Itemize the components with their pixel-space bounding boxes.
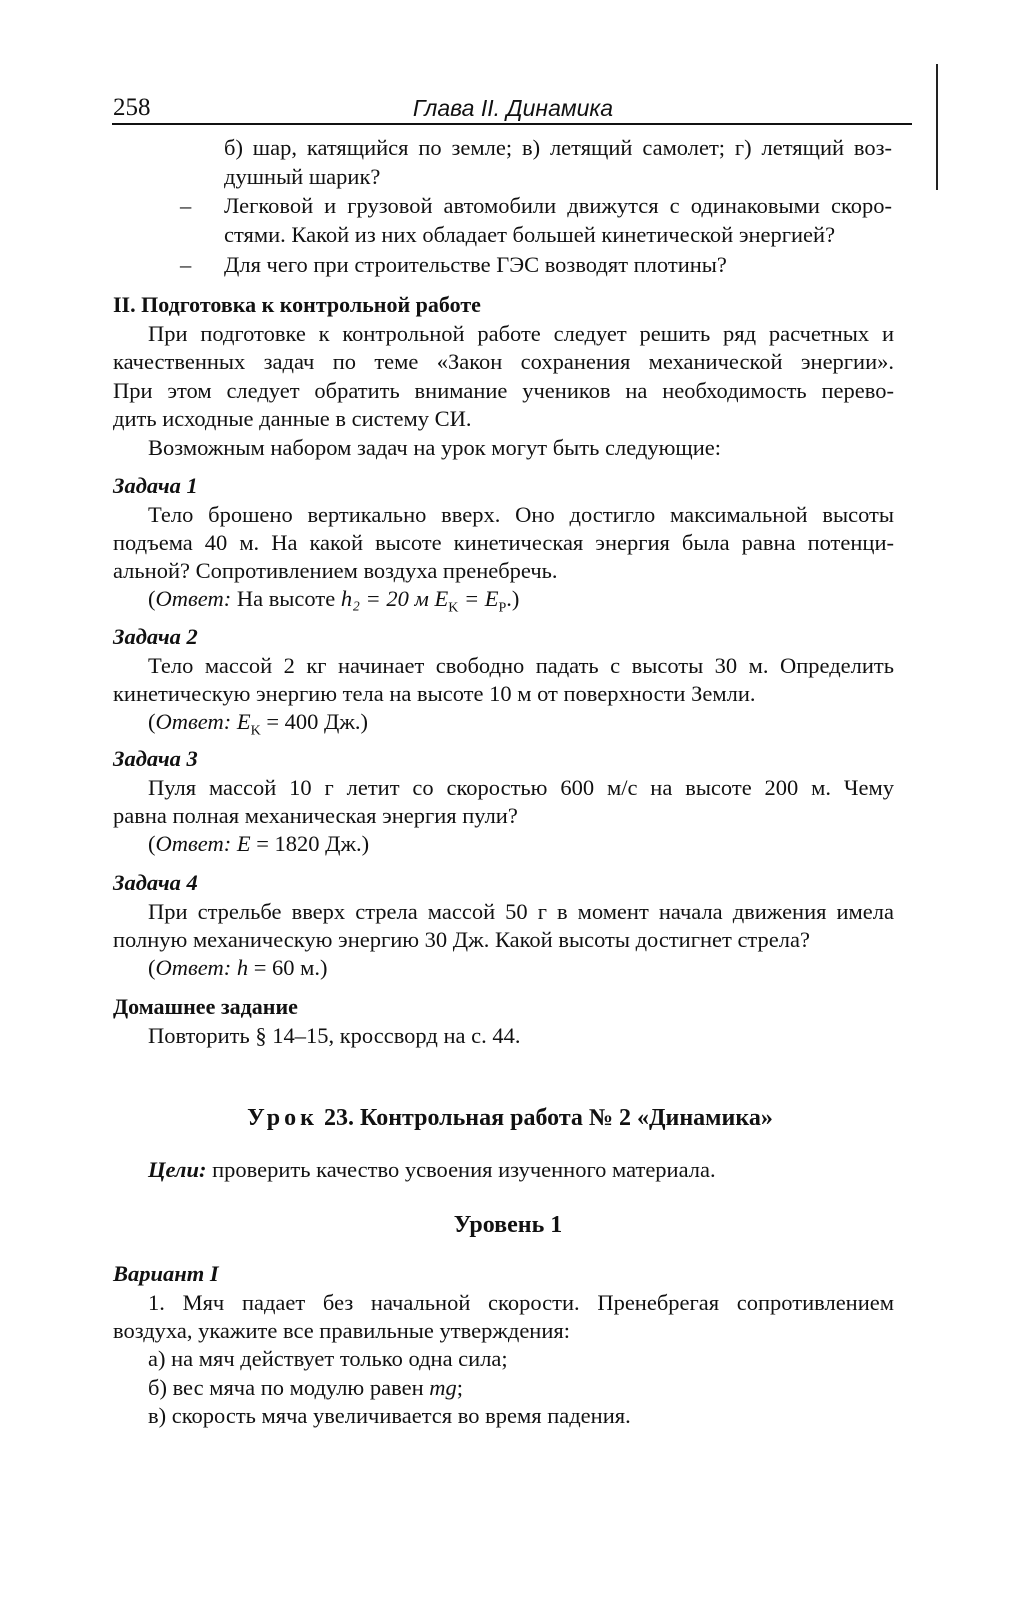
question-line: Для чего при строительстве ГЭС возводят плотины?: [224, 252, 727, 277]
answer-variable: h: [236, 955, 249, 980]
list-dash: –: [180, 193, 192, 218]
task-line: полную механическую энергию 30 Дж. Какой высоты достигнет стрела?: [113, 927, 810, 952]
question-line: душный шарик?: [224, 164, 381, 189]
task-title: Задача 2: [113, 624, 198, 649]
task-line: Пуля массой 10 г летит со скоростью 600 м/с на высоте 200 м. Чему: [148, 775, 894, 800]
section-heading: II. Подготовка к контрольной работе: [113, 292, 481, 317]
option-b: [148, 1373, 463, 1402]
task-line: альной? Сопротивлением воздуха пренебречь.: [113, 558, 558, 583]
answer-text: На высоте: [236, 586, 336, 611]
answer-formula: h₂ = 20 м E: [340, 586, 449, 611]
task-line: подъема 40 м. На какой высоте кинетическая энергия была равна потенци-: [113, 530, 894, 555]
page-number: 258: [113, 94, 151, 121]
header-rule: [112, 123, 912, 125]
option-b-text: б) вес мяча по модулю равен: [148, 1375, 430, 1400]
answer-subscript: K: [250, 723, 261, 739]
homework-heading: Домашнее задание: [113, 994, 298, 1019]
lesson-title: [0, 1105, 1016, 1132]
answer-label: Ответ:: [155, 831, 232, 856]
answer-value: = 1820 Дж.): [250, 831, 370, 856]
level-title: Уровень 1: [453, 1212, 563, 1238]
variant-title: Вариант I: [113, 1261, 219, 1286]
answer-label: Ответ:: [155, 955, 232, 980]
homework-text: Повторить § 14–15, кроссворд на с. 44.: [148, 1023, 521, 1048]
lesson-name: 23. Контрольная работа № 2 «Динамика»: [323, 1105, 773, 1131]
answer-close: .): [506, 586, 520, 611]
task-line: Тело брошено вертикально вверх. Оно достигло максимальной высоты: [148, 502, 894, 527]
lesson-goals: [148, 1155, 716, 1184]
question-line: Легковой и грузовой автомобили движутся с одинаковыми скоро-: [224, 193, 892, 218]
option-c: в) скорость мяча увеличивается во время падения.: [148, 1403, 631, 1428]
running-title: Глава II. Динамика: [412, 95, 614, 121]
answer-label: Ответ:: [155, 709, 232, 734]
lesson-prefix: Урок: [247, 1105, 318, 1131]
task-line: кинетическую энергию тела на высоте 10 м от поверхности Земли.: [113, 681, 756, 706]
task-title: Задача 3: [113, 746, 198, 771]
task-answer: (Ответ: E = 1820 Дж.): [148, 831, 370, 856]
task-answer: (Ответ: h = 60 м.): [148, 955, 328, 980]
paragraph-line: При подготовке к контрольной работе следует решить ряд расчетных и: [148, 321, 894, 346]
task-line: равна полная механическая энергия пули?: [113, 803, 518, 828]
answer-subscript: K: [448, 600, 459, 616]
task-line: Тело массой 2 кг начинает свободно падать с высоты 30 м. Определить: [148, 653, 894, 678]
answer-formula: = E: [458, 586, 499, 611]
paragraph-line: дить исходные данные в систему СИ.: [113, 406, 472, 431]
paragraph-line: Возможным набором задач на урок могут быть следующие:: [148, 435, 722, 460]
answer-subscript: P: [498, 600, 507, 616]
option-b-formula: mg: [429, 1375, 457, 1400]
task-line: При стрельбе вверх стрела массой 50 г в момент начала движения имела: [148, 899, 894, 924]
margin-line: [936, 64, 938, 190]
task-title: Задача 1: [113, 473, 198, 498]
goals-label: Цели:: [148, 1157, 207, 1182]
answer-variable: E: [236, 709, 251, 734]
answer-value: = 60 м.): [248, 955, 328, 980]
task-answer: (Ответ: На высоте h₂ = 20 м $E_K = E_P$.): [148, 586, 520, 616]
question-line: б) шар, катящийся по земле; в) летящий самолет; г) летящий воз-: [224, 135, 892, 160]
answer-variable: E: [236, 831, 251, 856]
answer-value: = 400 Дж.): [260, 709, 369, 734]
option-b-end: ;: [456, 1375, 464, 1400]
question-line: стями. Какой из них обладает большей кинетической энергией?: [224, 222, 836, 247]
question-line: 1. Мяч падает без начальной скорости. Пренебрегая сопротивлением: [148, 1290, 894, 1315]
goals-text: проверить качество усвоения изученного материала.: [212, 1157, 716, 1182]
paragraph-line: качественных задач по теме «Закон сохранения механической энергии».: [113, 349, 894, 374]
list-dash: –: [180, 252, 192, 277]
option-a: а) на мяч действует только одна сила;: [148, 1346, 508, 1371]
question-line: воздуха, укажите все правильные утверждения:: [113, 1318, 570, 1343]
task-answer: (Ответ: $E_K = 400$ Дж.): [148, 709, 369, 739]
answer-label: Ответ:: [155, 586, 232, 611]
paragraph-line: При этом следует обратить внимание учеников на необходимость перево-: [113, 378, 894, 403]
task-title: Задача 4: [113, 870, 198, 895]
